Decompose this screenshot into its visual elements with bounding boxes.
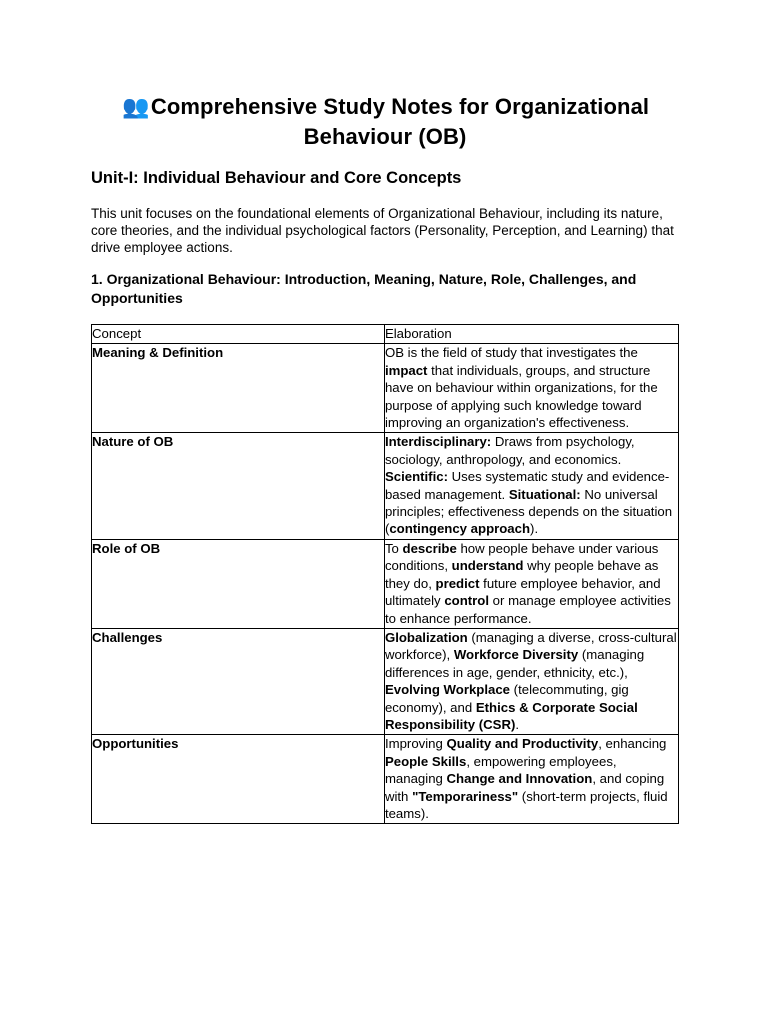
concept-cell — [92, 433, 385, 539]
bold-term: Globalization — [384, 629, 468, 645]
bold-term: describe — [402, 540, 457, 556]
elaboration-cell — [384, 344, 678, 433]
table-row — [92, 735, 679, 824]
document-page — [91, 0, 679, 824]
concept-label: Challenges — [92, 629, 163, 645]
table-row — [92, 628, 679, 734]
elaboration-cell — [384, 735, 678, 824]
concept-label: Nature of OB — [92, 434, 174, 450]
bold-term: impact — [384, 362, 428, 378]
text-segment: , enhancing — [598, 736, 667, 752]
concept-cell — [92, 539, 385, 628]
text-segment: (managing differences in age, gender, ethnicity, etc.), — [384, 647, 645, 680]
text-segment: how people behave under various conditions, — [384, 540, 659, 574]
column-header-concept: Concept — [92, 325, 385, 344]
elaboration-cell — [384, 539, 678, 628]
text-segment: why people behave as they do, — [384, 558, 659, 591]
text-segment: ). — [530, 521, 539, 537]
bold-term: control — [444, 593, 490, 609]
table-row — [92, 433, 679, 539]
concept-table — [91, 324, 679, 824]
concept-cell — [92, 344, 385, 433]
elaboration-cell — [384, 628, 678, 734]
bold-term: contingency approach — [389, 521, 531, 537]
bold-term: Workforce Diversity — [453, 647, 579, 663]
bold-term: Situational: — [508, 486, 581, 502]
text-segment: (managing a diverse, cross-cultural workforce), — [384, 629, 677, 663]
text-segment: OB is the field of study that investigates the — [384, 345, 638, 361]
table-header-row — [92, 325, 679, 344]
bold-term: "Temporariness" — [412, 788, 519, 804]
bold-term: Scientific: — [384, 469, 448, 485]
table-row — [92, 344, 679, 433]
bold-term: Interdisciplinary: — [384, 434, 492, 450]
concept-cell — [92, 735, 385, 824]
intro-paragraph: This unit focuses on the foundational elements of Organizational Behaviour, including its nature, core theories, and the individual psychological factors (Personality, Perception, and Learning) that drive employee actions. — [91, 206, 674, 255]
text-segment: that individuals, groups, and structure have on behaviour within organizations, for the purpose of applying such knowledge toward improving an organization's effectiveness. — [384, 362, 658, 431]
section-heading: 1. Organizational Behaviour: Introduction, Meaning, Nature, Role, Challenges, and Opportunities — [91, 271, 637, 306]
unit-heading: Unit-I: Individual Behaviour and Core Concepts — [91, 169, 462, 187]
concept-label: Opportunities — [92, 736, 179, 752]
concept-label: Meaning & Definition — [92, 345, 224, 361]
text-segment: Uses systematic study and evidence-based management. — [384, 469, 670, 502]
bold-term: Evolving Workplace — [384, 682, 511, 698]
text-segment: . — [515, 716, 520, 732]
elaboration-cell — [384, 433, 678, 539]
table-row — [92, 539, 679, 628]
text-segment: future employee behavior, and ultimately — [384, 575, 661, 609]
bold-term: Change and Innovation — [446, 771, 593, 787]
bold-term: Ethics & Corporate Social Responsibility (CSR) — [384, 699, 638, 732]
text-segment: Draws from psychology, sociology, anthropology, and economics. — [384, 434, 635, 467]
text-segment: or manage employee activities to enhance performance. — [384, 593, 671, 626]
column-header-elaboration: Elaboration — [384, 325, 678, 344]
bold-term: predict — [435, 575, 480, 591]
bold-term: understand — [451, 558, 524, 574]
concept-label: Role of OB — [92, 540, 161, 556]
text-segment: (short-term projects, fluid teams). — [384, 788, 668, 821]
text-segment: To — [384, 540, 403, 556]
text-segment: No universal principles; effectiveness depends on the situation ( — [384, 486, 673, 537]
text-segment: (telecommuting, gig economy), and — [384, 682, 629, 715]
table-body — [92, 344, 679, 824]
text-segment: , empowering employees, managing — [384, 753, 617, 787]
concept-cell — [92, 628, 385, 734]
bold-term: Quality and Productivity — [446, 736, 599, 752]
text-segment: Improving — [384, 736, 447, 752]
page-title — [91, 92, 679, 151]
people-icon: 👥 — [122, 95, 150, 120]
text-segment: , and coping with — [384, 771, 665, 804]
page-title-text: Comprehensive Study Notes for Organizational Behaviour (OB) — [150, 94, 650, 149]
bold-term: People Skills — [384, 753, 467, 769]
